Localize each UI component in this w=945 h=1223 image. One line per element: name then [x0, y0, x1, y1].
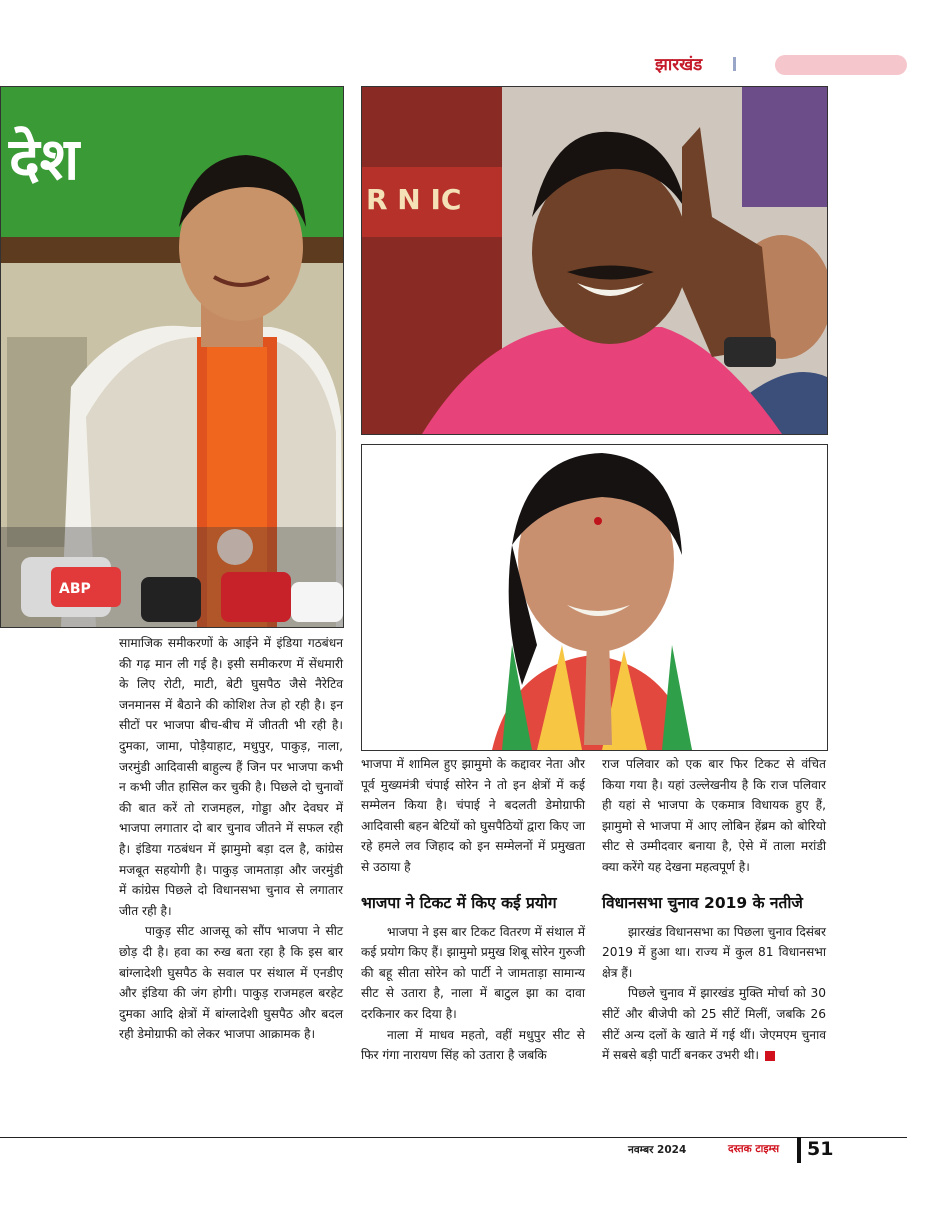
- paragraph-text: पिछले चुनाव में झारखंड मुक्ति मोर्चा को 30 सीटें और बीजेपी को 25 सीटें मिलीं, जबकि 26 सीटें अन्य दलों के खाते में गई थीं। जेएमएम चुनाव में सबसे बड़ी पार्टी बनकर उभरी थी।: [602, 986, 826, 1063]
- article-column-middle: [361, 754, 585, 1066]
- subheading: भाजपा ने टिकट में किए कई प्रयोग: [361, 893, 557, 912]
- header-pill-decoration: [775, 55, 907, 75]
- article-column-right: [602, 754, 826, 1066]
- voting-leader-image: [362, 87, 827, 434]
- footer-separator: [797, 1137, 801, 1163]
- end-mark-icon: [765, 1051, 775, 1061]
- paragraph: सामाजिक समीकरणों के आईने में इंडिया गठबंधन की गढ़ मान ली गई है। इसी समीकरण में सेंधमारी के लिए रोटी, माटी, बेटी घुसपैठ जैसे नैरेटिव जनमानस में बैठाने की कोशिश तेज हो रही है। इन सीटों पर भाजपा बीच-बीच में जीतती भी रही है। दुमका, जामा, पोड़ैयाहाट, मधुपुर, पाकुड़, नाला, जरमुंडी आदिवासी बाहुल्य हैं जिन पर भाजपा कभी न कभी जीत हासिल कर चुकी है। पिछले दो चुनावों की बात करें तो राजमहल, गोड्डा और देवघर में भाजपा लगातार दो बार चुनाव जीतने में सफल रही है। इंडिया गठबंधन में झामुमो बड़ा दल है, कांग्रेस मजबूत सहयोगी है। पाकुड़ जामताड़ा और जरमुंडी में कांग्रेस पिछले दो विधानसभा चुनाव से लगातार जीत रही है।: [119, 636, 343, 918]
- article-column-left: [119, 633, 343, 1045]
- page-number: 51: [807, 1138, 834, 1160]
- press-conference-image: [1, 87, 343, 627]
- paragraph: [602, 983, 826, 1065]
- shop-sign-text: R N IC: [366, 183, 462, 216]
- paragraph: भाजपा में शामिल हुए झामुमो के कद्दावर नेता और पूर्व मुख्यमंत्री चंपाई सोरेन ने तो इन क्षेत्रों में कई सम्मेलन किया है। चंपाई ने बदलती डेमोग्राफी आदिवासी बहन बेटियों को घुसपैठियों द्वारा किए जा रहे हमले लव जिहाद को इन सम्मेलनों में प्रमुखता से उठाया है: [361, 757, 585, 874]
- footer-rule: [0, 1137, 907, 1138]
- section-label: झारखंड: [655, 55, 703, 75]
- paragraph: झारखंड विधानसभा का पिछला चुनाव दिसंबर 2019 में हुआ था। राज्य में कुल 81 विधानसभा क्षेत्र हैं।: [602, 924, 826, 980]
- magazine-logo: दस्तक टाइम्स: [728, 1143, 780, 1155]
- header-divider: [733, 57, 736, 71]
- paragraph: नाला में माधव महतो, वहीं मधुपुर सीट से फिर गंगा नारायण सिंह को उतारा है जबकि: [361, 1027, 585, 1063]
- issue-month: नवम्बर 2024: [628, 1144, 687, 1156]
- subheading: विधानसभा चुनाव 2019 के नतीजे: [602, 893, 803, 912]
- photo-press-conference: [0, 86, 344, 628]
- photo-woman-namaste: [361, 444, 828, 751]
- paragraph: पाकुड़ सीट आजसू को सौंप भाजपा ने सीट छोड़ दी है। हवा का रुख बता रहा है कि इस बार बांग्लादेशी घुसपैठ के सवाल पर संथाल में एनडीए और इंडिया की जंग होगी। पाकुड़ राजमहल बरहेट दुमका आदि क्षेत्रों में बांग्लादेशी घुसपैठ और बदल रही डेमोग्राफी को लेकर भाजपा आक्रामक है।: [119, 924, 343, 1042]
- woman-namaste-image: [362, 445, 827, 750]
- photo-voting-leader: [361, 86, 828, 435]
- paragraph: राज पलिवार को एक बार फिर टिकट से वंचित किया गया है। यहां उल्लेखनीय है कि राज पलिवार ही यहां से भाजपा के एकमात्र विधायक हुए हैं, झामुमो से भाजपा में आए लोबिन हेंब्रम को बोरियो सीट से उम्मीदवार बनाया है, ऐसे में ताला मरांडी क्या करेंगे यह देखना महत्वपूर्ण है।: [602, 757, 826, 874]
- banner-text: देश: [9, 125, 80, 193]
- paragraph: भाजपा ने इस बार टिकट वितरण में संथाल में कई प्रयोग किए हैं। झामुमो प्रमुख शिबू सोरेन गुरुजी की बहू सीता सोरेन को पार्टी ने जामताड़ा सामान्य सीट से उतारा है, नाला में बाटुल झा का दावा दरकिनार कर दिया है।: [361, 924, 585, 1021]
- mic-label: ABP: [59, 581, 91, 597]
